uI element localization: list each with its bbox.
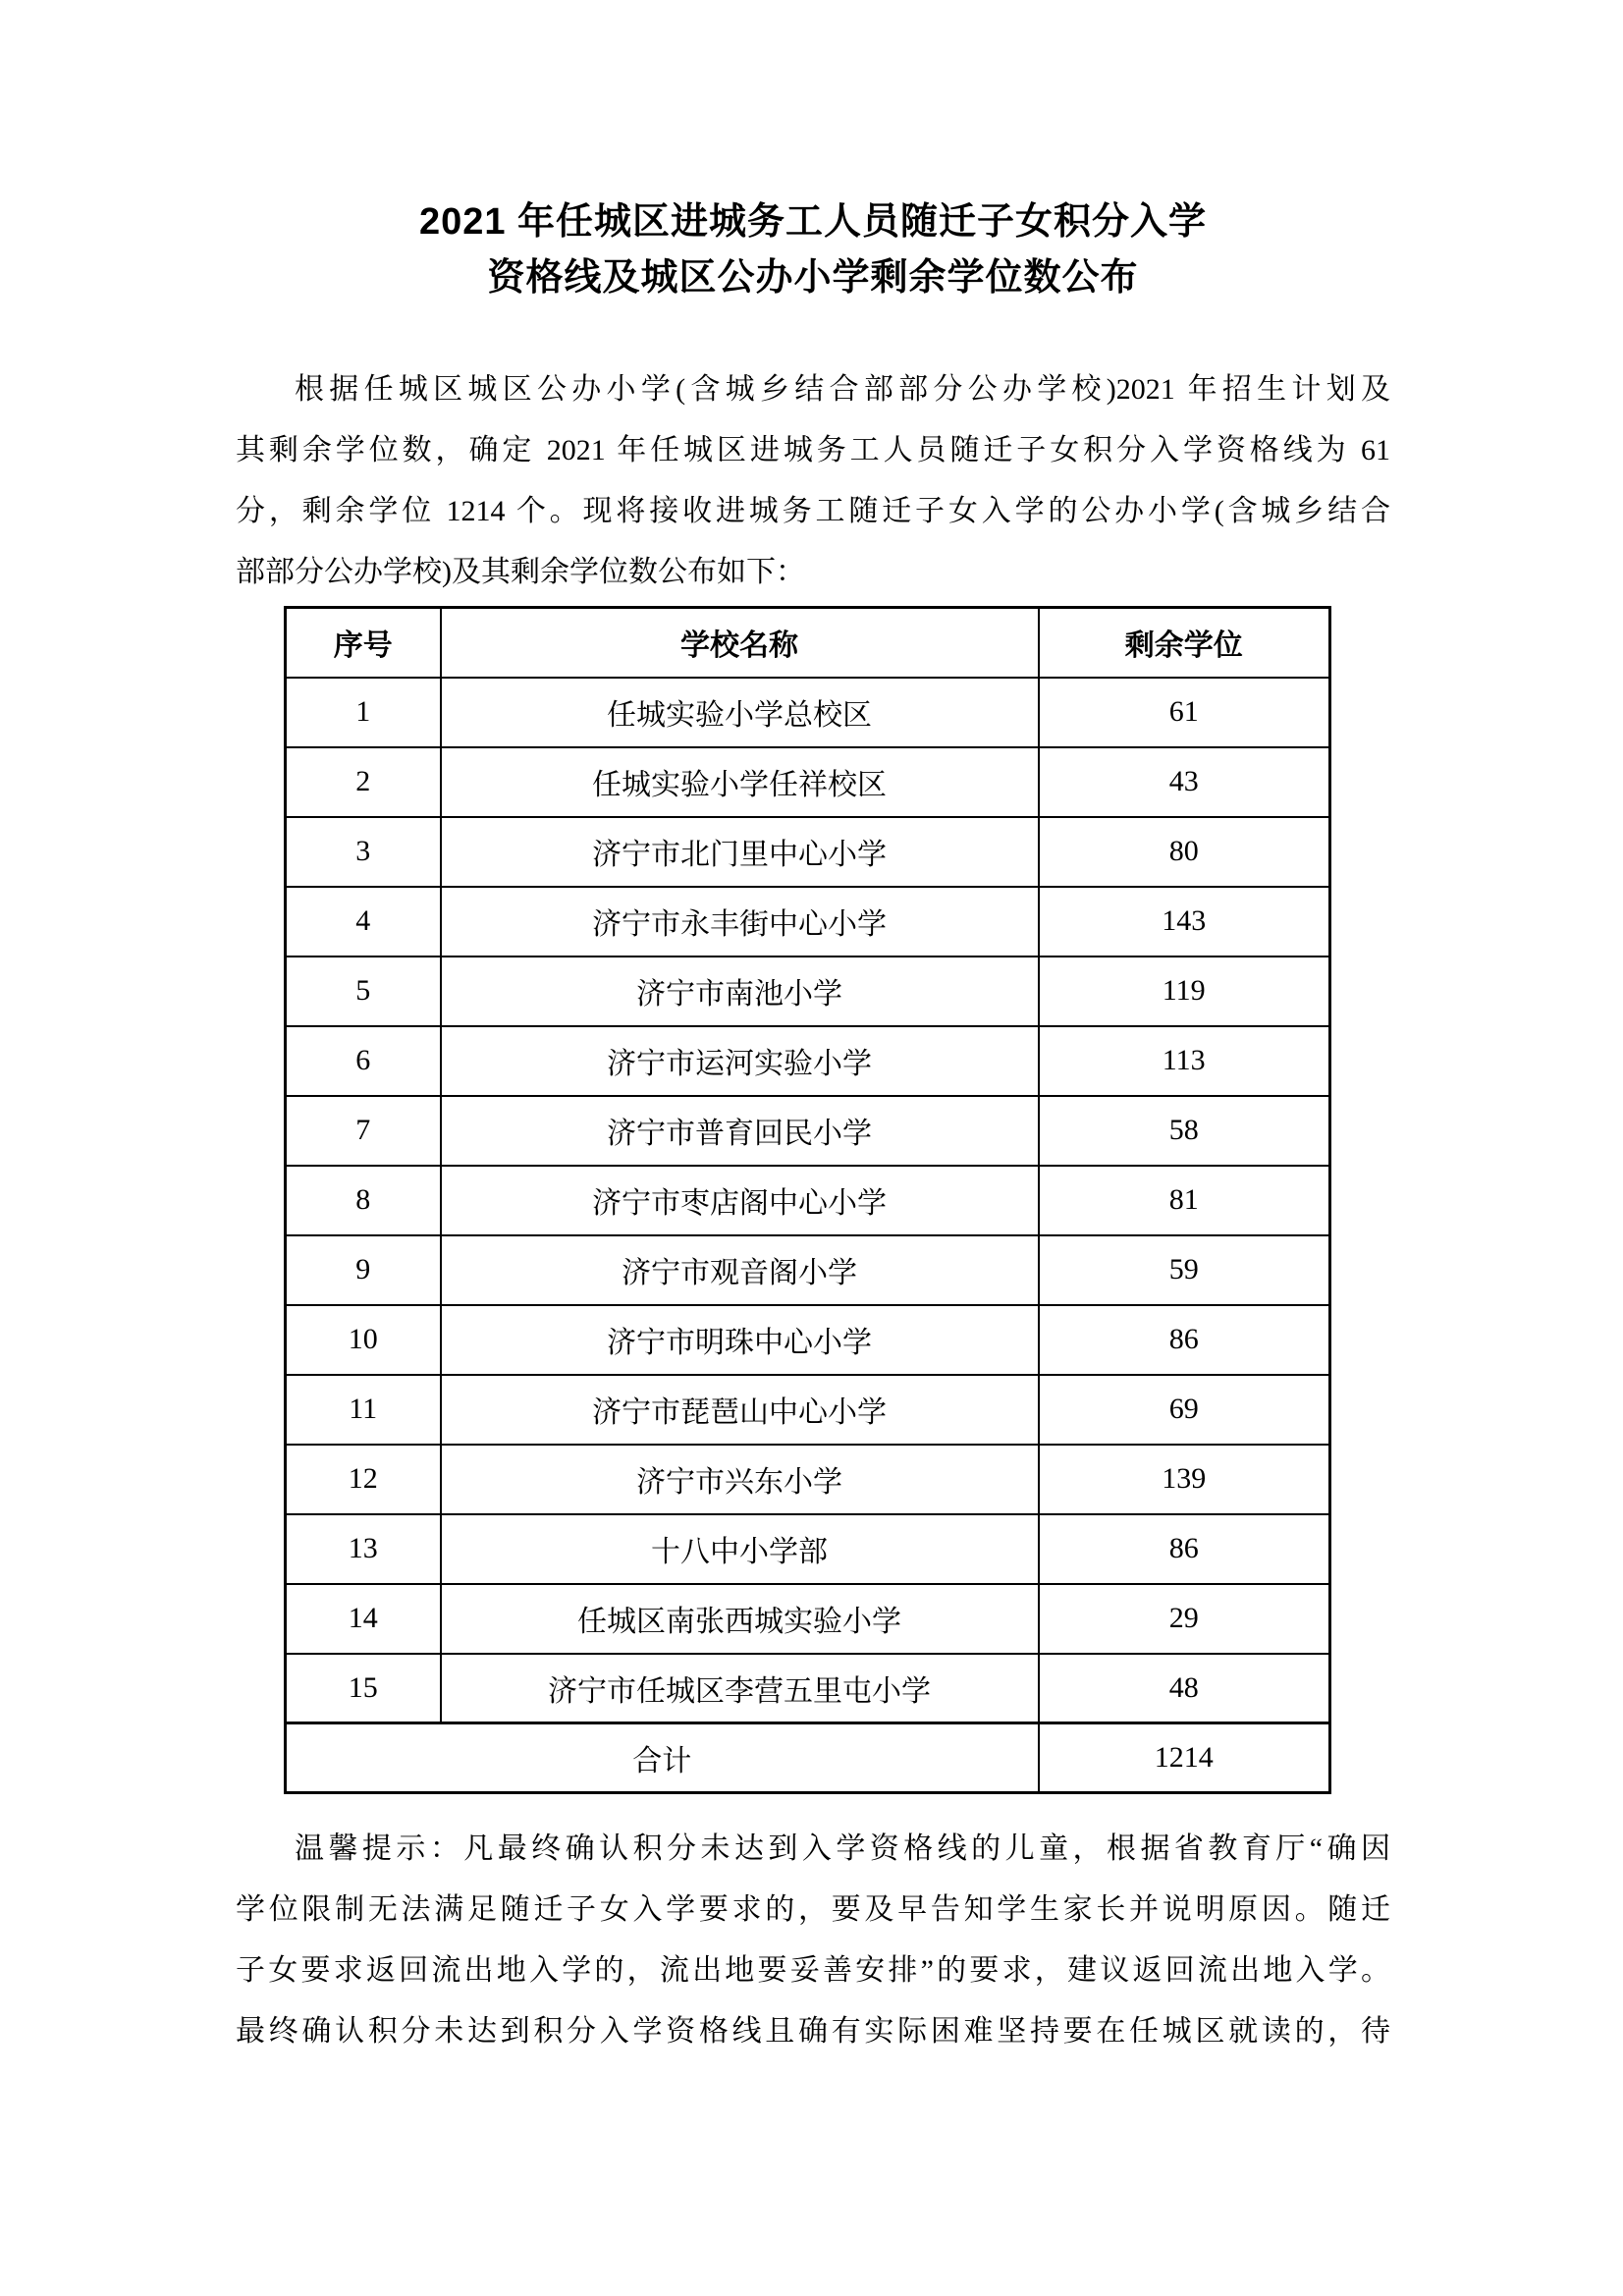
text-line: 子女要求返回流出地入学的，流出地要妥善安排”的要求，建议返回流出地入学。	[236, 1954, 1390, 1987]
remaining-seats-cell: 80	[1039, 817, 1330, 887]
total-row	[286, 1723, 1330, 1793]
school-name-cell: 任城实验小学总校区	[441, 678, 1039, 747]
row-number-cell: 7	[286, 1096, 441, 1166]
school-name-cell: 济宁市任城区李营五里屯小学	[441, 1654, 1039, 1723]
row-number-cell: 9	[286, 1235, 441, 1305]
remaining-seats-cell: 29	[1039, 1584, 1330, 1654]
row-number-cell: 5	[286, 957, 441, 1026]
table-row	[286, 1305, 1330, 1375]
remaining-seats-cell: 143	[1039, 887, 1330, 957]
row-number-cell: 4	[286, 887, 441, 957]
remaining-seats-cell: 86	[1039, 1305, 1330, 1375]
school-name-cell: 济宁市永丰街中心小学	[441, 887, 1039, 957]
table-row	[286, 1514, 1330, 1584]
table-row	[286, 747, 1330, 817]
table-row	[286, 678, 1330, 747]
document-title	[236, 194, 1390, 306]
school-name-cell: 济宁市兴东小学	[441, 1445, 1039, 1514]
remaining-seats-cell: 69	[1039, 1375, 1330, 1445]
table-row	[286, 887, 1330, 957]
school-name-cell: 济宁市枣店阁中心小学	[441, 1166, 1039, 1235]
row-number-cell: 13	[286, 1514, 441, 1584]
row-number-cell: 15	[286, 1654, 441, 1723]
table-row	[286, 1445, 1330, 1514]
text-line: 温馨提示：凡最终确认积分未达到入学资格线的儿童，根据省教育厅“确因	[295, 1832, 1390, 1865]
table-row	[286, 1166, 1330, 1235]
table-row	[286, 1235, 1330, 1305]
remaining-seats-cell: 119	[1039, 957, 1330, 1026]
remaining-seats-table	[284, 606, 1331, 1794]
title-line-2: 资格线及城区公办小学剩余学位数公布	[487, 257, 1139, 299]
remaining-seats-cell: 86	[1039, 1514, 1330, 1584]
school-name-cell: 济宁市明珠中心小学	[441, 1305, 1039, 1375]
text-line: 根据任城区城区公办小学(含城乡结合部部分公办学校)2021 年招生计划及	[295, 373, 1390, 406]
remaining-seats-cell: 59	[1039, 1235, 1330, 1305]
remaining-seats-cell: 81	[1039, 1166, 1330, 1235]
school-name-cell: 济宁市琵琶山中心小学	[441, 1375, 1039, 1445]
remaining-seats-cell: 139	[1039, 1445, 1330, 1514]
row-number-cell: 12	[286, 1445, 441, 1514]
table-row	[286, 1026, 1330, 1096]
school-name-cell: 济宁市运河实验小学	[441, 1026, 1039, 1096]
table-row	[286, 1096, 1330, 1166]
row-number-cell: 6	[286, 1026, 441, 1096]
table-row	[286, 1584, 1330, 1654]
text-line: 分，剩余学位 1214 个。现将接收进城务工随迁子女入学的公办小学(含城乡结合	[236, 495, 1390, 527]
remaining-seats-cell: 113	[1039, 1026, 1330, 1096]
school-name-cell: 济宁市南池小学	[441, 957, 1039, 1026]
title-line-1: 2021 年任城区进城务工人员随迁子女积分入学	[418, 201, 1208, 243]
tip-paragraph	[236, 1819, 1390, 2062]
school-name-cell: 任城实验小学任祥校区	[441, 747, 1039, 817]
header-cell-index: 序号	[286, 608, 441, 678]
text-line: 最终确认积分未达到积分入学资格线且确有实际困难坚持要在任城区就读的，待	[236, 2015, 1390, 2048]
school-name-cell: 济宁市观音阁小学	[441, 1235, 1039, 1305]
header-cell-school-name: 学校名称	[441, 608, 1039, 678]
row-number-cell: 11	[286, 1375, 441, 1445]
remaining-seats-cell: 48	[1039, 1654, 1330, 1723]
table-row	[286, 817, 1330, 887]
school-name-cell: 任城区南张西城实验小学	[441, 1584, 1039, 1654]
text-line: 学位限制无法满足随迁子女入学要求的，要及早告知学生家长并说明原因。随迁	[236, 1893, 1390, 1926]
table-row	[286, 1654, 1330, 1723]
table-header-row	[286, 608, 1330, 678]
table-row	[286, 1375, 1330, 1445]
row-number-cell: 10	[286, 1305, 441, 1375]
remaining-seats-cell: 43	[1039, 747, 1330, 817]
school-name-cell: 十八中小学部	[441, 1514, 1039, 1584]
school-name-cell: 济宁市普育回民小学	[441, 1096, 1039, 1166]
text-line: 其剩余学位数，确定 2021 年任城区进城务工人员随迁子女积分入学资格线为 61	[236, 434, 1390, 466]
remaining-seats-cell: 61	[1039, 678, 1330, 747]
total-label-cell: 合计	[286, 1723, 1039, 1793]
row-number-cell: 3	[286, 817, 441, 887]
table-row	[286, 957, 1330, 1026]
total-value-cell: 1214	[1039, 1723, 1330, 1793]
row-number-cell: 14	[286, 1584, 441, 1654]
intro-paragraph	[236, 359, 1390, 603]
remaining-seats-cell: 58	[1039, 1096, 1330, 1166]
row-number-cell: 8	[286, 1166, 441, 1235]
row-number-cell: 2	[286, 747, 441, 817]
row-number-cell: 1	[286, 678, 441, 747]
text-line: 部部分公办学校)及其剩余学位数公布如下：	[236, 556, 805, 588]
header-cell-remaining-seats: 剩余学位	[1039, 608, 1330, 678]
school-name-cell: 济宁市北门里中心小学	[441, 817, 1039, 887]
